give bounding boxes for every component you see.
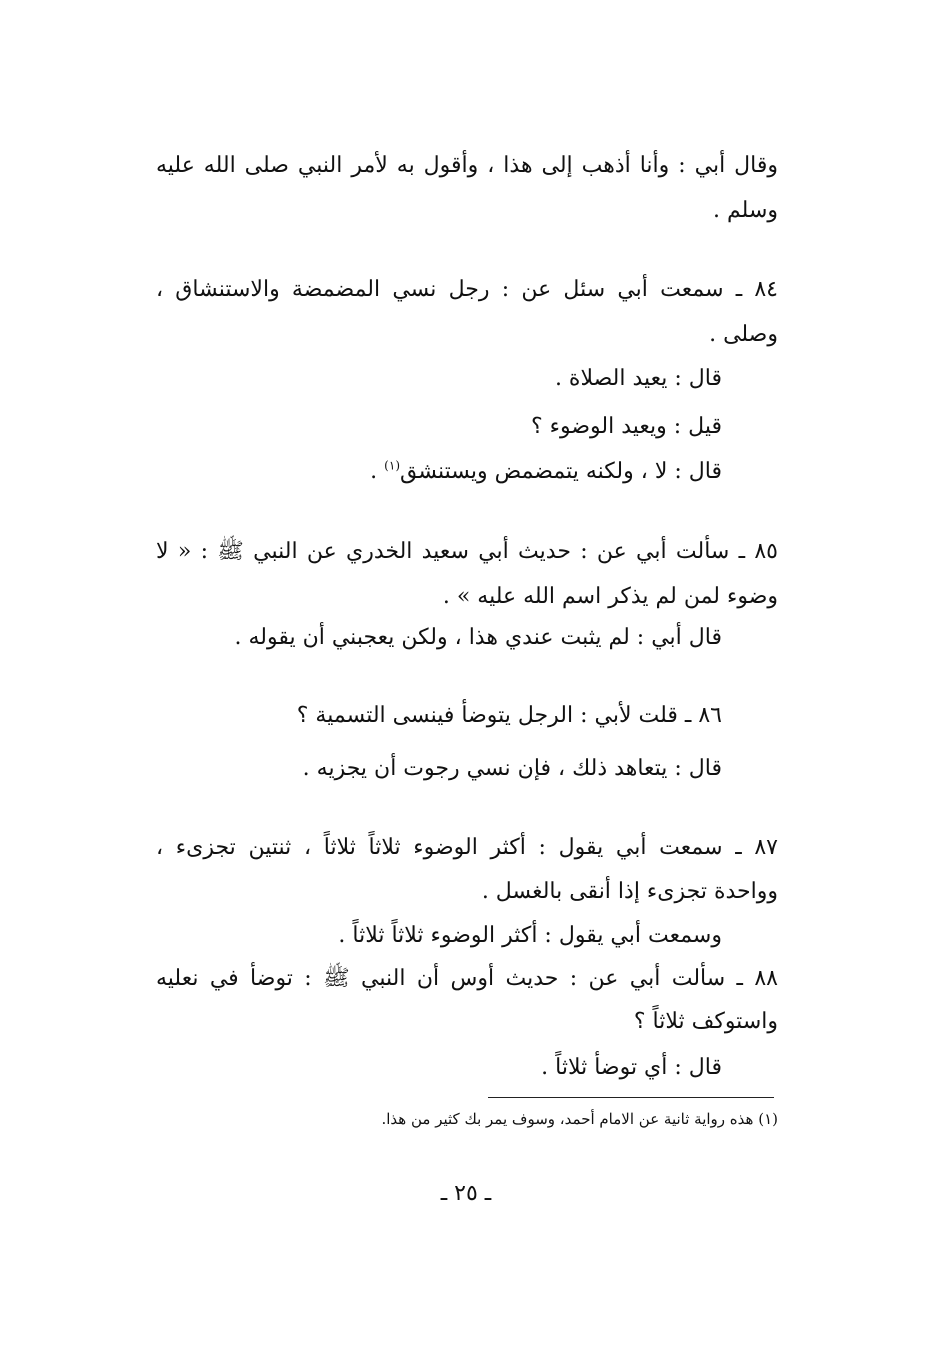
entry-84-line-2: وصلى . — [709, 322, 778, 347]
entry-87-line-3: وسمعت أبي يقول : أكثر الوضوء ثلاثاً ثلاثاً . — [338, 923, 722, 948]
entry-86-line-1: ٨٦ ـ قلت لأبي : الرجل يتوضأ فينسى التسمية ؟ — [296, 703, 722, 728]
text-line-1: وقال أبي : وأنا أذهب إلى هذا ، وأقول به لأمر النبي صلى الله عليه — [156, 153, 778, 178]
text-line-2: وسلم . — [713, 198, 778, 223]
entry-87-line-2: وواحدة تجزىء إذا أنقى بالغسل . — [481, 879, 778, 904]
entry-86-line-2: قال : يتعاهد ذلك ، فإن نسي رجوت أن يجزيه . — [302, 756, 722, 781]
footnote-marker: (١) — [384, 458, 400, 473]
entry-88-line-1: ٨٨ ـ سألت أبي عن : حديث أوس أن النبي ﷺ : توضأ في نعليه — [156, 966, 778, 991]
entry-88-line-2: واستوكف ثلاثاً ؟ — [633, 1009, 778, 1034]
entry-85-line-3: قال أبي : لم يثبت عندي هذا ، ولكن يعجبني أن يقوله . — [234, 625, 722, 650]
page-number: ـ ٢٥ ـ — [440, 1181, 492, 1206]
entry-87-line-1: ٨٧ ـ سمعت أبي يقول : أكثر الوضوء ثلاثاً ثلاثاً ، ثنتين تجزىء ، — [156, 835, 778, 860]
entry-85-line-1: ٨٥ ـ سألت أبي عن : حديث أبي سعيد الخدري عن النبي ﷺ : « لا — [156, 539, 778, 564]
entry-88-line-3: قال : أي توضأ ثلاثاً . — [541, 1055, 722, 1080]
entry-84-line-5-text: قال : لا ، ولكنه يتمضمض ويستنشق — [400, 459, 722, 484]
entry-85-line-2: وضوء لمن لم يذكر اسم الله عليه » . — [442, 584, 778, 609]
entry-84-line-1: ٨٤ ـ سمعت أبي سئل عن : رجل نسي المضمضة والاستنشاق ، — [156, 277, 778, 302]
entry-84-line-5-end: . — [370, 459, 385, 484]
entry-84-line-4: قيل : ويعيد الوضوء ؟ — [531, 414, 722, 439]
footnote-divider — [488, 1097, 774, 1098]
entry-84-line-5 — [370, 456, 722, 488]
entry-84-line-3: قال : يعيد الصلاة . — [554, 366, 722, 391]
footnote: (١) هذه رواية ثانية عن الامام أحمد، وسوف يمر بك كثير من هذا. — [381, 1110, 778, 1128]
